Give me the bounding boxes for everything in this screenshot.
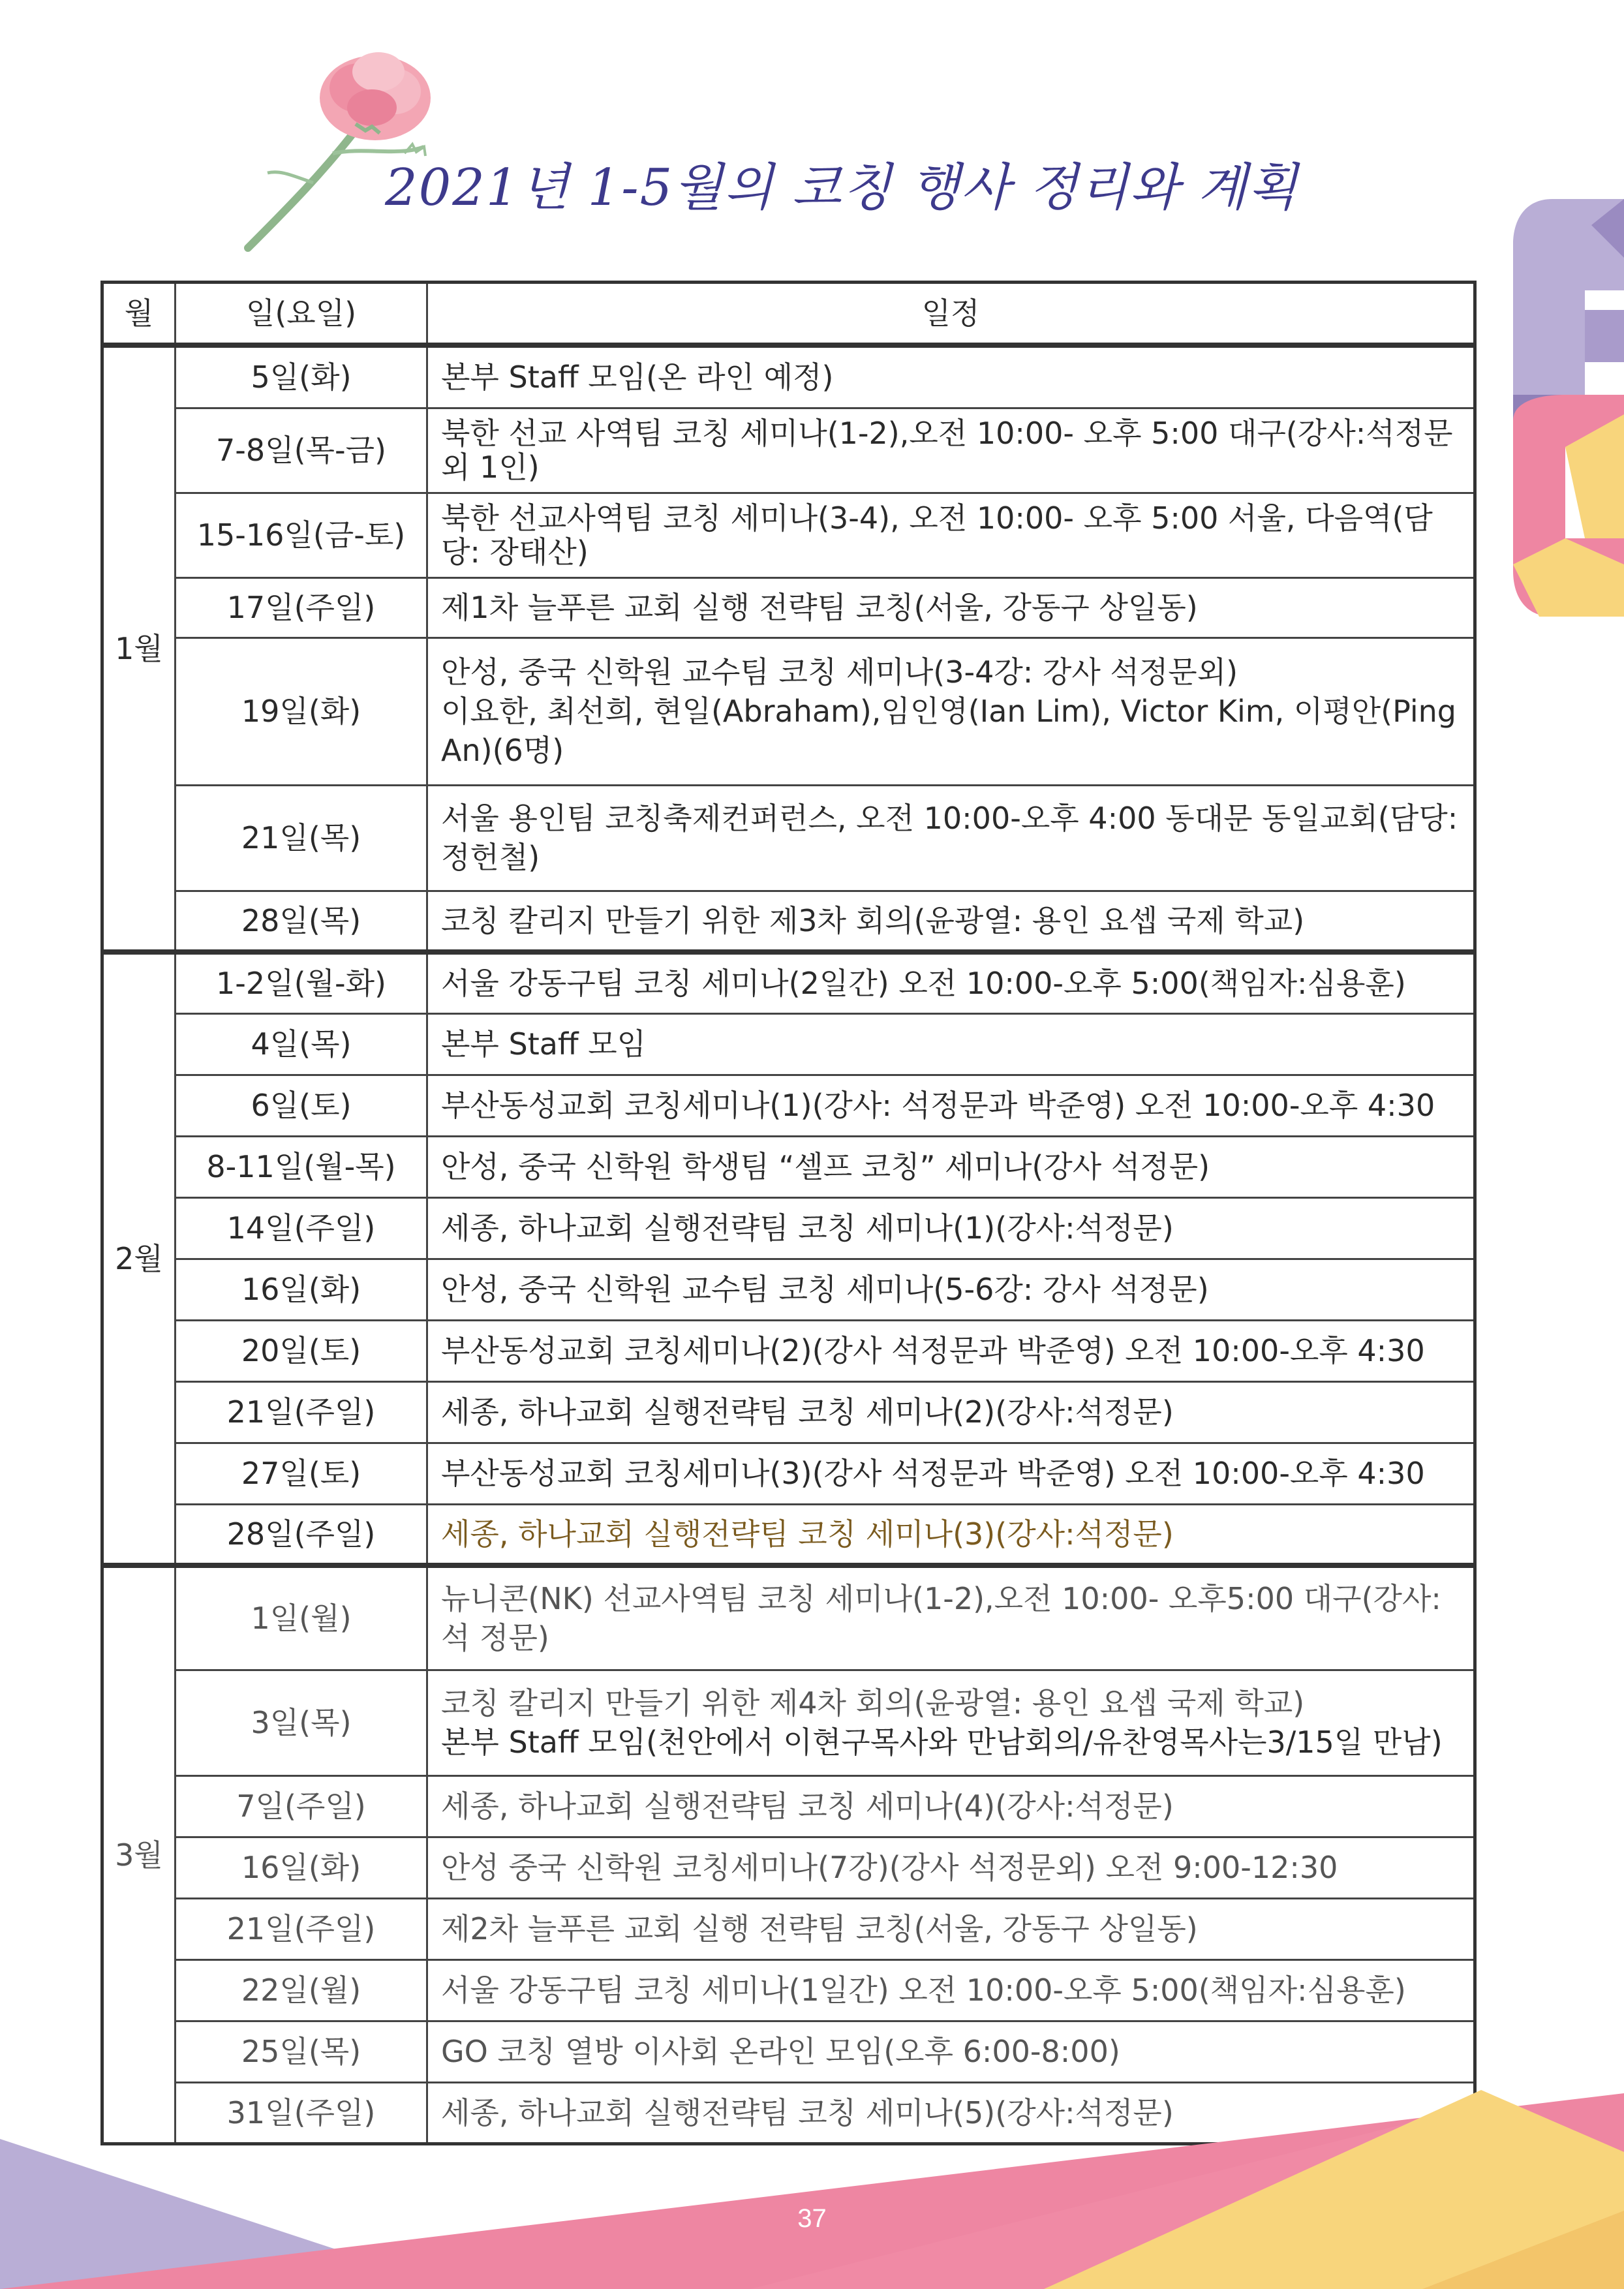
go-logo — [1513, 199, 1624, 617]
table-row — [102, 577, 1475, 638]
event-line: 본부 Staff 모임 — [441, 1026, 647, 1062]
event-cell — [427, 1197, 1475, 1259]
table-header-row — [102, 283, 1475, 346]
day-cell: 8-11일(월-목) — [176, 1136, 427, 1197]
table-row — [102, 1197, 1475, 1259]
table-row — [102, 891, 1475, 952]
event-line: 북한 선교 사역팀 코칭 세미나(1-2),오전 10:00- 오후 5:00 대구(강사:석정문 외 1인) — [441, 416, 1453, 485]
event-cell — [427, 2021, 1475, 2082]
day-cell: 22일(월) — [176, 1959, 427, 2021]
table-row — [102, 1013, 1475, 1075]
event-cell — [427, 952, 1475, 1013]
day-cell: 6일(토) — [176, 1075, 427, 1136]
table-row — [102, 1443, 1475, 1504]
table-row — [102, 1959, 1475, 2021]
month-cell: 3월 — [102, 1565, 176, 2143]
event-cell — [427, 1443, 1475, 1504]
table-row — [102, 1775, 1475, 1837]
event-cell — [427, 1504, 1475, 1565]
event-line: 본부 Staff 모임(온 라인 예정) — [441, 360, 834, 395]
day-cell: 28일(목) — [176, 891, 427, 952]
header-schedule: 일정 — [427, 283, 1475, 346]
event-cell — [427, 345, 1475, 408]
event-line: 안성, 중국 신학원 교수팀 코칭 세미나(5-6강: 강사 석정문) — [441, 1272, 1209, 1307]
event-line: 부산동성교회 코칭세미나(1)(강사: 석정문과 박준영) 오전 10:00-오후 4:30 — [441, 1088, 1435, 1123]
event-cell — [427, 1775, 1475, 1837]
event-line: 제2차 늘푸른 교회 실행 전략팀 코칭(서울, 강동구 상일동) — [441, 1911, 1198, 1946]
schedule-table — [100, 281, 1477, 2145]
event-line: 부산동성교회 코칭세미나(3)(강사 석정문과 박준영) 오전 10:00-오후 4:30 — [441, 1456, 1425, 1491]
page-number: 37 — [797, 2204, 827, 2233]
event-line: 세종, 하나교회 실행전략팀 코칭 세미나(1)(강사:석정문) — [441, 1210, 1174, 1246]
table-row — [102, 1898, 1475, 1959]
event-cell — [427, 1898, 1475, 1959]
event-cell — [427, 493, 1475, 577]
event-cell — [427, 1565, 1475, 1670]
day-cell: 21일(주일) — [176, 1381, 427, 1443]
event-line: 안성 중국 신학원 코칭세미나(7강)(강사 석정문외) 오전 9:00-12:30 — [441, 1850, 1338, 1885]
day-cell: 21일(주일) — [176, 1898, 427, 1959]
event-line: 북한 선교사역팀 코칭 세미나(3-4), 오전 10:00- 오후 5:00 서울, 다음역(담당: 장태산) — [441, 500, 1433, 570]
table-row — [102, 1259, 1475, 1320]
day-cell: 16일(화) — [176, 1837, 427, 1898]
event-line: 코칭 칼리지 만들기 위한 제3차 회의(윤광열: 용인 요셉 국제 학교) — [441, 902, 1305, 938]
day-cell: 25일(목) — [176, 2021, 427, 2082]
event-cell — [427, 1320, 1475, 1381]
table-row — [102, 345, 1475, 408]
table-row — [102, 2021, 1475, 2082]
table-row — [102, 1504, 1475, 1565]
day-cell: 7일(주일) — [176, 1775, 427, 1837]
event-cell — [427, 638, 1475, 785]
event-line: 안성, 중국 신학원 학생팀 “셀프 코칭” 세미나(강사 석정문) — [441, 1149, 1210, 1184]
day-cell: 1일(월) — [176, 1565, 427, 1670]
table-row — [102, 493, 1475, 577]
event-line: 코칭 칼리지 만들기 위한 제4차 회의(윤광열: 용인 요셉 국제 학교) — [441, 1685, 1305, 1721]
event-line: 이요한, 최선희, 현일(Abraham),임인영(Ian Lim), Victor Kim, 이평안(Ping An)(6명) — [441, 694, 1456, 768]
event-line-highlighted: 세종, 하나교회 실행전략팀 코칭 세미나(3)(강사:석정문) — [441, 1516, 1174, 1552]
event-line: 세종, 하나교회 실행전략팀 코칭 세미나(2)(강사:석정문) — [441, 1394, 1174, 1430]
day-cell: 1-2일(월-화) — [176, 952, 427, 1013]
event-cell — [427, 1837, 1475, 1898]
event-line: GO 코칭 열방 이사회 온라인 모임(오후 6:00-8:00) — [441, 2034, 1120, 2069]
day-cell: 17일(주일) — [176, 577, 427, 638]
event-line: 세종, 하나교회 실행전략팀 코칭 세미나(4)(강사:석정문) — [441, 1789, 1174, 1824]
event-cell — [427, 577, 1475, 638]
table-row — [102, 1565, 1475, 1670]
day-cell: 15-16일(금-토) — [176, 493, 427, 577]
day-cell: 21일(목) — [176, 785, 427, 891]
event-cell — [427, 1075, 1475, 1136]
day-cell: 19일(화) — [176, 638, 427, 785]
day-cell: 5일(화) — [176, 345, 427, 408]
event-line: 안성, 중국 신학원 교수팀 코칭 세미나(3-4강: 강사 석정문외) — [441, 654, 1238, 690]
event-cell — [427, 1381, 1475, 1443]
table-row — [102, 1670, 1475, 1775]
event-cell — [427, 1959, 1475, 2021]
carnation-illustration — [235, 26, 496, 261]
table-row — [102, 1075, 1475, 1136]
event-cell — [427, 1670, 1475, 1775]
table-row — [102, 785, 1475, 891]
event-line: 서울 강동구팀 코칭 세미나(2일간) 오전 10:00-오후 5:00(책임자:심용훈) — [441, 966, 1406, 1002]
event-line: 뉴니콘(NK) 선교사역팀 코칭 세미나(1-2),오전 10:00- 오후5:00 대구(강사:석 정문) — [441, 1581, 1441, 1656]
event-cell — [427, 785, 1475, 891]
event-cell — [427, 1013, 1475, 1075]
event-cell — [427, 408, 1475, 493]
day-cell: 4일(목) — [176, 1013, 427, 1075]
header-day: 일(요일) — [176, 283, 427, 346]
month-cell: 1월 — [102, 345, 176, 952]
month-cell: 2월 — [102, 952, 176, 1565]
table-row — [102, 1320, 1475, 1381]
day-cell: 16일(화) — [176, 1259, 427, 1320]
event-cell — [427, 1259, 1475, 1320]
decorative-background-shapes — [0, 2074, 1624, 2289]
event-cell — [427, 891, 1475, 952]
table-row — [102, 638, 1475, 785]
table-row — [102, 1837, 1475, 1898]
table-row — [102, 1136, 1475, 1197]
event-line: 서울 강동구팀 코칭 세미나(1일간) 오전 10:00-오후 5:00(책임자:심용훈) — [441, 1973, 1406, 2008]
event-cell — [427, 1136, 1475, 1197]
event-line: 부산동성교회 코칭세미나(2)(강사 석정문과 박준영) 오전 10:00-오후 4:30 — [441, 1333, 1425, 1368]
event-line: 제1차 늘푸른 교회 실행 전략팀 코칭(서울, 강동구 상일동) — [441, 590, 1198, 625]
page-title: 2021년 1-5월의 코칭 행사 정리와 계획 — [385, 159, 1299, 217]
table-row — [102, 1381, 1475, 1443]
day-cell: 7-8일(목-금) — [176, 408, 427, 493]
event-line: 세종, 하나교회 실행전략팀 코칭 세미나(5)(강사:석정문) — [441, 2095, 1174, 2130]
header-month: 월 — [102, 283, 176, 346]
day-cell: 14일(주일) — [176, 1197, 427, 1259]
day-cell: 20일(토) — [176, 1320, 427, 1381]
event-line: 서울 용인팀 코칭축제컨퍼런스, 오전 10:00-오후 4:00 동대문 동일교회(담당: 정헌철) — [441, 801, 1458, 875]
day-cell: 27일(토) — [176, 1443, 427, 1504]
table-row — [102, 952, 1475, 1013]
day-cell: 3일(목) — [176, 1670, 427, 1775]
event-line: 본부 Staff 모임(천안에서 이현구목사와 만남회의/유찬영목사는3/15일 만남) — [441, 1725, 1443, 1760]
day-cell: 28일(주일) — [176, 1504, 427, 1565]
day-cell: 31일(주일) — [176, 2082, 427, 2143]
table-row — [102, 408, 1475, 493]
